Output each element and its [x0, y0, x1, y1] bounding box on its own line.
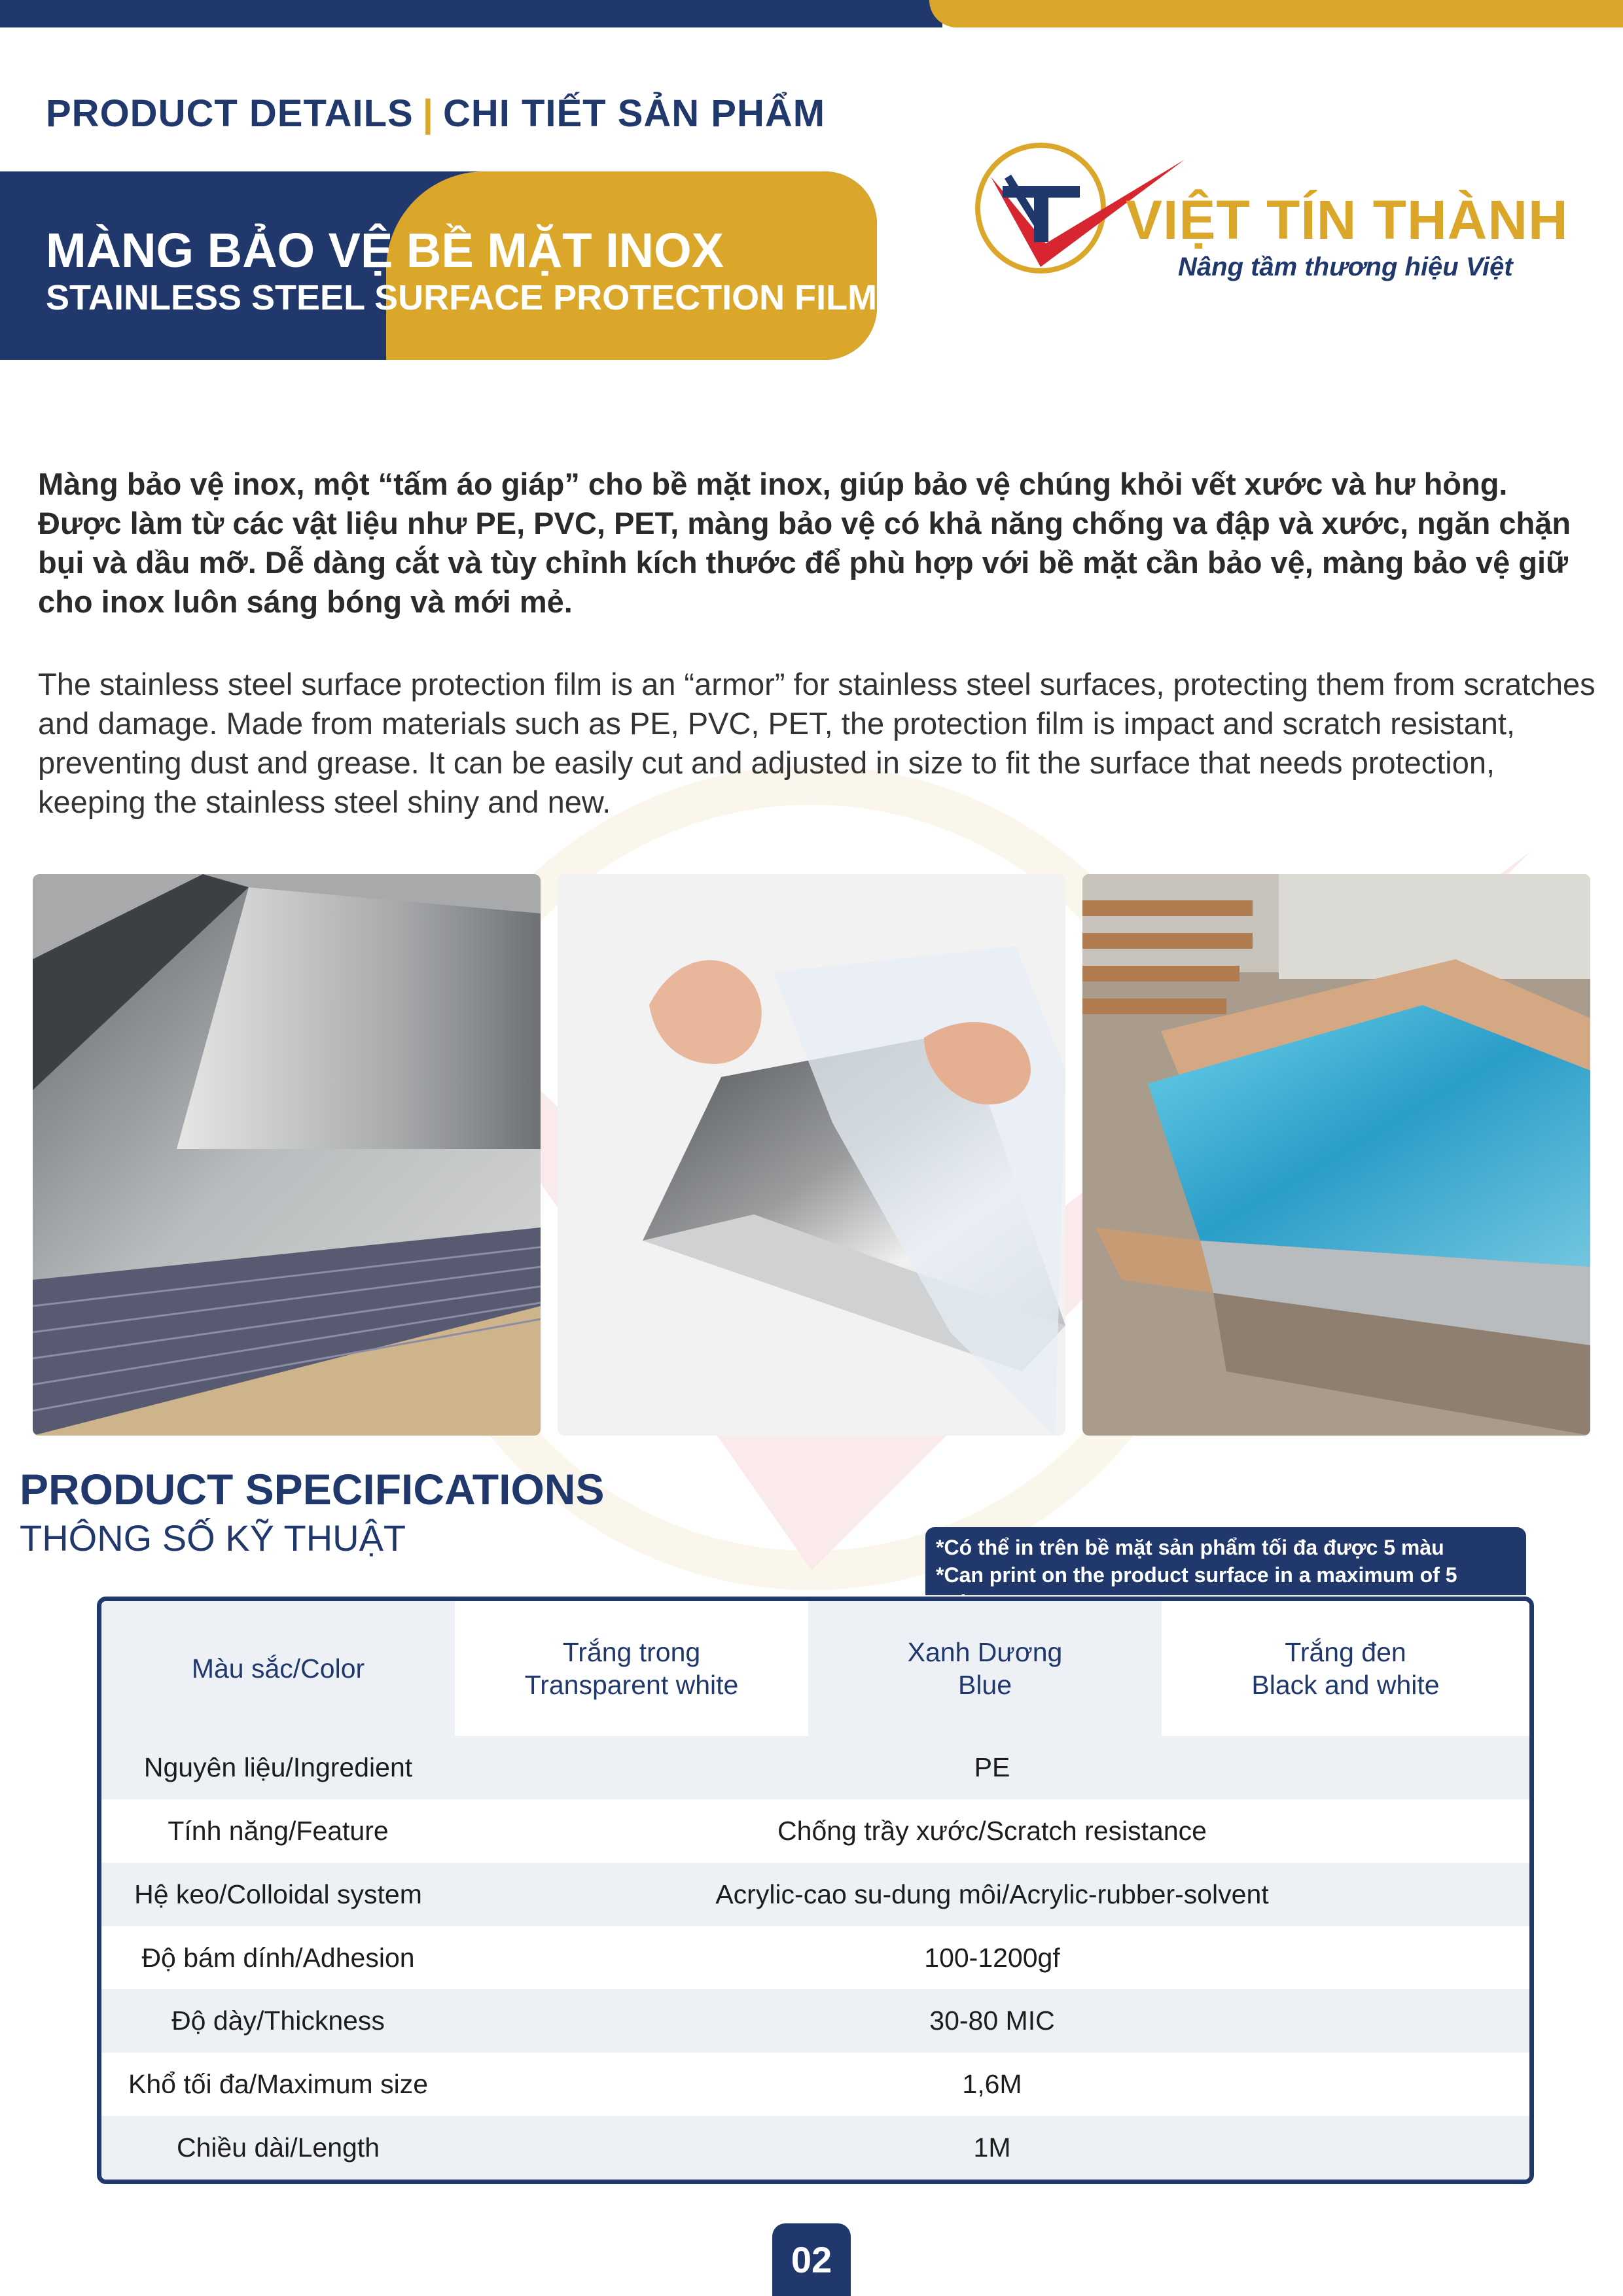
specs-title: PRODUCT SPECIFICATIONS: [20, 1465, 605, 1513]
color-option-en: Transparent white: [524, 1670, 739, 1701]
color-option-vi: Trắng trong: [562, 1637, 701, 1668]
top-bar-navy: [0, 0, 942, 27]
row-value: 30-80 MIC: [455, 1989, 1529, 2053]
table-row: [101, 1736, 1529, 1799]
table-row: [101, 1799, 1529, 1863]
row-label: Tính năng/Feature: [101, 1799, 455, 1863]
row-value: 1M: [455, 2116, 1529, 2180]
section-label-separator: |: [422, 92, 434, 135]
table-row-color: [101, 1601, 1529, 1736]
stacked-steel-sheets-photo: [33, 874, 541, 1436]
print-colors-note-en: *Can print on the product surface in a maximum of 5: [936, 1563, 1457, 1587]
blue-film-sheets-photo: [1082, 874, 1590, 1436]
row-value: PE: [455, 1736, 1529, 1799]
specs-table: [101, 1601, 1529, 2180]
color-option-vi: Xanh Dương: [907, 1637, 1063, 1668]
color-option-blue: [808, 1601, 1162, 1736]
description-vi: Màng bảo vệ inox, một “tấm áo giáp” cho bề mặt inox, giúp bảo vệ chúng khỏi vết xước và hư hỏng. Được làm từ các vật liệu như PE, PVC, PET, màng bảo vệ có khả năng chống va đập và xước, ngăn chặn bụi và dầu mỡ. Dễ dàng cắt và tùy chỉnh kích thước để phù hợp với bề mặt cần bảo vệ, màng bảo vệ giữ cho inox luôn sáng bóng và mới mẻ.: [38, 467, 1571, 619]
specs-table-frame: [97, 1597, 1534, 2184]
table-row: [101, 1989, 1529, 2053]
row-value: Acrylic-cao su-dung môi/Acrylic-rubber-solvent: [455, 1863, 1529, 1926]
table-row: [101, 2053, 1529, 2116]
row-label: Chiều dài/Length: [101, 2116, 455, 2180]
row-label: Độ dày/Thickness: [101, 1989, 455, 2053]
brand-name: VIỆT TÍN THÀNH: [1126, 189, 1569, 251]
peeling-clear-film-photo: [558, 874, 1065, 1436]
table-row: [101, 1926, 1529, 1990]
row-value: 100-1200gf: [455, 1926, 1529, 1990]
color-option-vi: Trắng đen: [1285, 1637, 1406, 1668]
brand-logo: [969, 131, 1571, 288]
print-colors-note-vi: *Có thể in trên bề mặt sản phẩm tối đa được 5 màu: [936, 1536, 1444, 1559]
row-label: Nguyên liệu/Ingredient: [101, 1736, 455, 1799]
product-title: MÀNG BẢO VỆ BỀ MẶT INOX: [46, 223, 724, 277]
description-en: The stainless steel surface protection film is an “armor” for stainless steel surfaces, protecting them from scratches and damage. Made from materials such as PE, PVC, PET, the protection film is impact and scratch resistant, preventing dust and grease. It can be easily cut and adjusted in size to fit the surface that needs protection, keeping the stainless steel shiny and new.: [38, 667, 1596, 819]
color-option-en: Blue: [957, 1670, 1012, 1701]
page-number: 02: [772, 2223, 851, 2296]
color-option-transparent-white: [455, 1601, 808, 1736]
product-subtitle: STAINLESS STEEL SURFACE PROTECTION FILM: [46, 278, 878, 317]
color-option-black-and-white: [1162, 1601, 1529, 1736]
row-label: Độ bám dính/Adhesion: [101, 1926, 455, 1990]
section-label-en: PRODUCT DETAILS: [46, 92, 414, 135]
brand-slogan: Nâng tầm thương hiệu Việt: [1178, 253, 1513, 281]
row-value: Chống trầy xước/Scratch resistance: [455, 1799, 1529, 1863]
specs-subtitle: THÔNG SỐ KỸ THUẬT: [20, 1517, 406, 1559]
table-row: [101, 2116, 1529, 2180]
row-label: Hệ keo/Colloidal system: [101, 1863, 455, 1926]
row-label: Khổ tối đa/Maximum size: [101, 2053, 455, 2116]
section-label-vi: CHI TIẾT SẢN PHẨM: [442, 92, 826, 135]
section-label: [46, 92, 825, 135]
row-value: 1,6M: [455, 2053, 1529, 2116]
print-colors-note: [925, 1527, 1526, 1595]
table-row: [101, 1863, 1529, 1926]
top-bar-gold: [929, 0, 1623, 27]
color-label: Màu sắc/Color: [101, 1601, 455, 1736]
color-option-en: Black and white: [1251, 1670, 1440, 1701]
